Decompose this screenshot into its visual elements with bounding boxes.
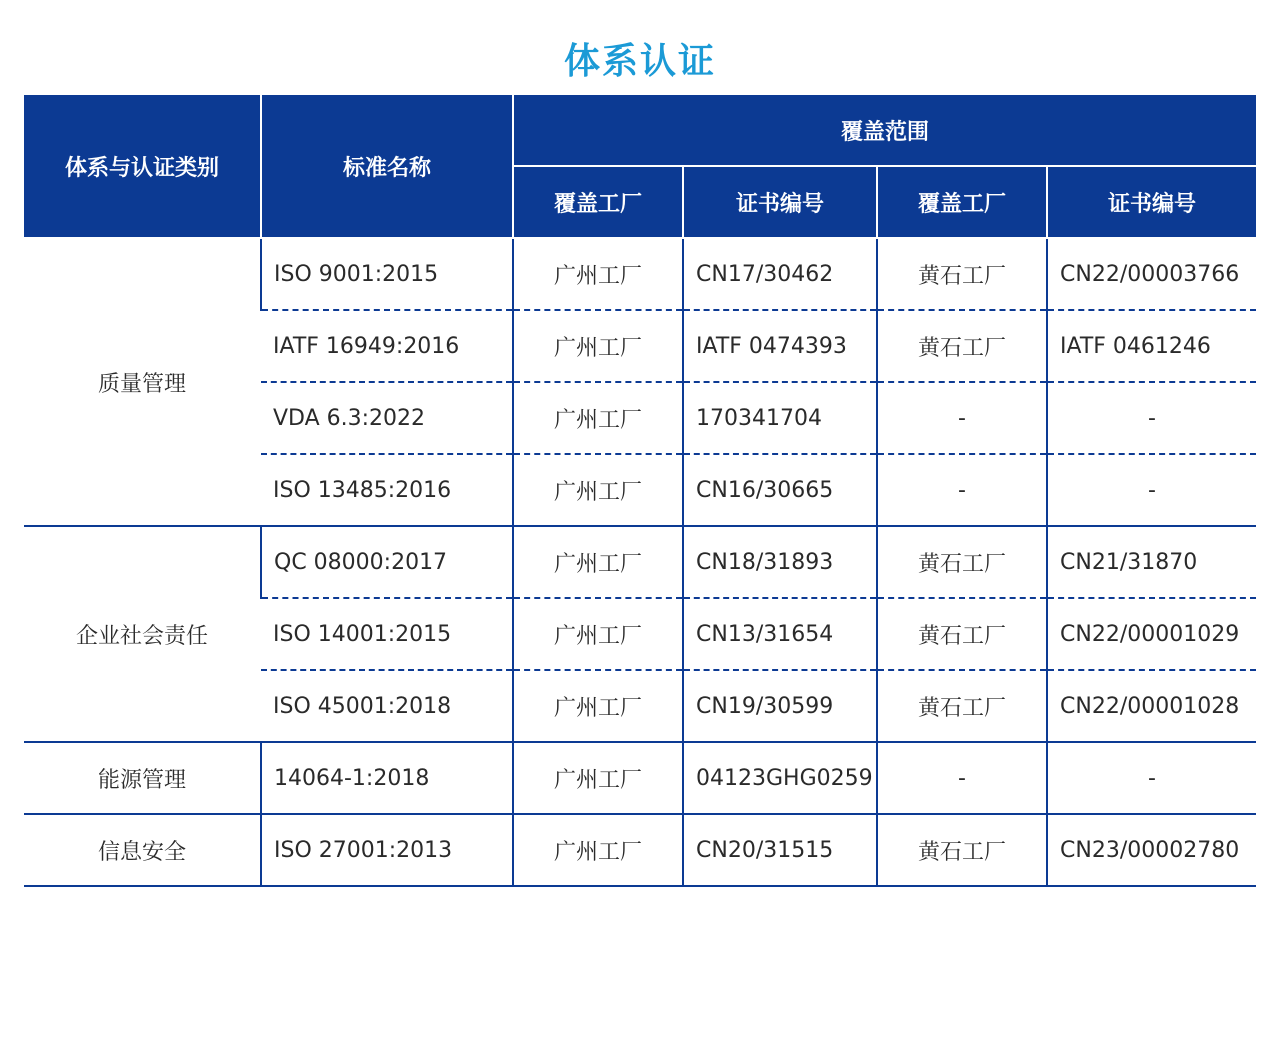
factory-cell: 广州工厂 — [513, 382, 683, 454]
standard-cell: ISO 13485:2016 — [261, 454, 513, 526]
certificate-cell: CN16/30665 — [683, 454, 877, 526]
factory-cell: 黄石工厂 — [877, 670, 1047, 742]
factory-cell: 广州工厂 — [513, 310, 683, 382]
category-cell: 能源管理 — [24, 742, 261, 814]
standard-cell: ISO 45001:2018 — [261, 670, 513, 742]
factory-cell: 黄石工厂 — [877, 310, 1047, 382]
certificate-cell: 04123GHG0259 — [683, 742, 877, 814]
factory-cell: 黄石工厂 — [877, 598, 1047, 670]
factory-cell: - — [877, 454, 1047, 526]
header-cert-b: 证书编号 — [1047, 166, 1256, 238]
header-coverage: 覆盖范围 — [513, 95, 1256, 166]
header-standard: 标准名称 — [261, 95, 513, 238]
certificate-cell: CN20/31515 — [683, 814, 877, 886]
header-cert-a: 证书编号 — [683, 166, 877, 238]
certificate-cell: CN23/00002780 — [1047, 814, 1256, 886]
standard-cell: ISO 27001:2013 — [261, 814, 513, 886]
certificate-cell: CN22/00003766 — [1047, 238, 1256, 310]
category-cell: 信息安全 — [24, 814, 261, 886]
standard-cell: ISO 9001:2015 — [261, 238, 513, 310]
certificate-cell: CN19/30599 — [683, 670, 877, 742]
certificate-cell: - — [1047, 742, 1256, 814]
table-row — [24, 238, 1256, 310]
certificate-cell: - — [1047, 382, 1256, 454]
factory-cell: 黄石工厂 — [877, 814, 1047, 886]
header-factory-a: 覆盖工厂 — [513, 166, 683, 238]
factory-cell: 广州工厂 — [513, 598, 683, 670]
certificate-cell: CN21/31870 — [1047, 526, 1256, 598]
category-cell: 质量管理 — [24, 238, 261, 526]
certificate-cell: 170341704 — [683, 382, 877, 454]
standard-cell: 14064-1:2018 — [261, 742, 513, 814]
certification-table — [24, 95, 1256, 887]
table-body — [24, 238, 1256, 886]
table-header — [24, 95, 1256, 238]
standard-cell: IATF 16949:2016 — [261, 310, 513, 382]
table-row — [24, 742, 1256, 814]
certificate-cell: CN13/31654 — [683, 598, 877, 670]
factory-cell: 广州工厂 — [513, 670, 683, 742]
certificate-cell: CN17/30462 — [683, 238, 877, 310]
certificate-cell: CN22/00001028 — [1047, 670, 1256, 742]
header-factory-b: 覆盖工厂 — [877, 166, 1047, 238]
factory-cell: 广州工厂 — [513, 814, 683, 886]
factory-cell: 广州工厂 — [513, 238, 683, 310]
factory-cell: 广州工厂 — [513, 742, 683, 814]
table-row — [24, 814, 1256, 886]
table-row — [24, 526, 1256, 598]
standard-cell: ISO 14001:2015 — [261, 598, 513, 670]
page-title: 体系认证 — [563, 41, 716, 82]
standard-cell: VDA 6.3:2022 — [261, 382, 513, 454]
certificate-cell: CN18/31893 — [683, 526, 877, 598]
certificate-cell: CN22/00001029 — [1047, 598, 1256, 670]
factory-cell: 黄石工厂 — [877, 526, 1047, 598]
factory-cell: 黄石工厂 — [877, 238, 1047, 310]
standard-cell: QC 08000:2017 — [261, 526, 513, 598]
header-category: 体系与认证类别 — [24, 95, 261, 238]
certificate-cell: IATF 0461246 — [1047, 310, 1256, 382]
category-cell: 企业社会责任 — [24, 526, 261, 742]
factory-cell: - — [877, 742, 1047, 814]
factory-cell: - — [877, 382, 1047, 454]
certificate-cell: - — [1047, 454, 1256, 526]
factory-cell: 广州工厂 — [513, 454, 683, 526]
certificate-cell: IATF 0474393 — [683, 310, 877, 382]
factory-cell: 广州工厂 — [513, 526, 683, 598]
